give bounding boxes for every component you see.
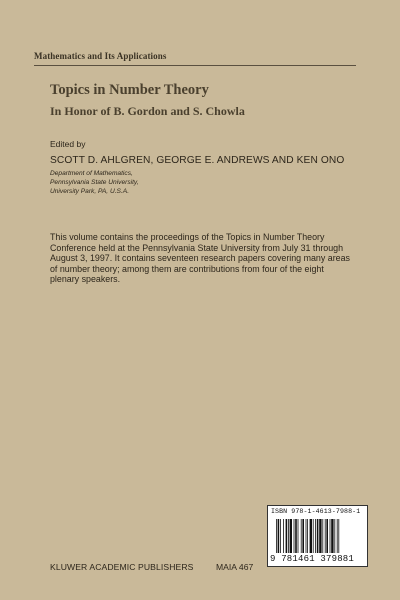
isbn-number: ISBN 978-1-4613-7988-1	[271, 508, 361, 515]
book-title: Topics in Number Theory	[50, 82, 209, 98]
description-line: Conference held at the Pennsylvania State University from July 31 through	[50, 242, 344, 253]
barcode-bar	[315, 519, 316, 553]
series-code: MAIA 467	[216, 562, 254, 572]
barcode-bar	[301, 519, 302, 553]
book-description	[50, 232, 366, 285]
barcode-bar	[286, 519, 288, 553]
affiliation-line: Pennsylvania State University,	[50, 179, 139, 186]
publisher-name: KLUWER ACADEMIC PUBLISHERS	[50, 562, 194, 572]
barcode-bar	[317, 519, 319, 553]
barcode-bar	[290, 519, 292, 553]
description-line: of number theory; among them are contributions from four of the eight	[50, 263, 324, 274]
barcode-bar	[295, 519, 297, 553]
barcode-bar	[278, 519, 280, 553]
edited-by-label: Edited by	[50, 139, 86, 149]
barcode-bar	[319, 519, 321, 553]
editor-affiliation	[50, 169, 139, 196]
barcode-bar	[313, 519, 314, 553]
barcode-bar	[288, 519, 289, 553]
barcode-bars-icon	[276, 519, 362, 553]
barcode-bar	[310, 519, 312, 553]
barcode-bar	[306, 519, 307, 553]
barcode-bar	[276, 519, 277, 553]
barcode-bar	[302, 519, 304, 553]
affiliation-line: Department of Mathematics,	[50, 170, 133, 177]
book-subtitle: In Honor of B. Gordon and S. Chowla	[50, 104, 245, 118]
barcode-bar	[298, 519, 299, 553]
description-line: This volume contains the proceedings of the Topics in Number Theory	[50, 232, 325, 242]
barcode-digits: 9 781461 379881	[270, 554, 355, 564]
barcode-bar	[325, 519, 326, 553]
barcode-bar	[331, 519, 333, 553]
barcode-bar	[326, 519, 328, 553]
editors-names: SCOTT D. AHLGREN, GEORGE E. ANDREWS AND KEN ONO	[50, 155, 345, 166]
barcode-bar	[337, 519, 338, 553]
isbn-barcode	[267, 505, 368, 567]
barcode-bar	[294, 519, 295, 553]
header-rule	[34, 65, 356, 66]
barcode-bar	[307, 519, 308, 553]
affiliation-line: University Park, PA, U.S.A.	[50, 188, 130, 195]
description-line: August 3, 1997. It contains seventeen research papers covering many areas	[50, 253, 350, 264]
barcode-bar	[322, 519, 323, 553]
barcode-bar	[334, 519, 335, 553]
barcode-bar	[338, 519, 339, 553]
series-name: Mathematics and Its Applications	[34, 51, 167, 61]
description-line: plenary speakers.	[50, 274, 121, 285]
barcode-bar	[280, 519, 281, 553]
barcode-bar	[330, 519, 331, 553]
barcode-bar	[283, 519, 284, 553]
